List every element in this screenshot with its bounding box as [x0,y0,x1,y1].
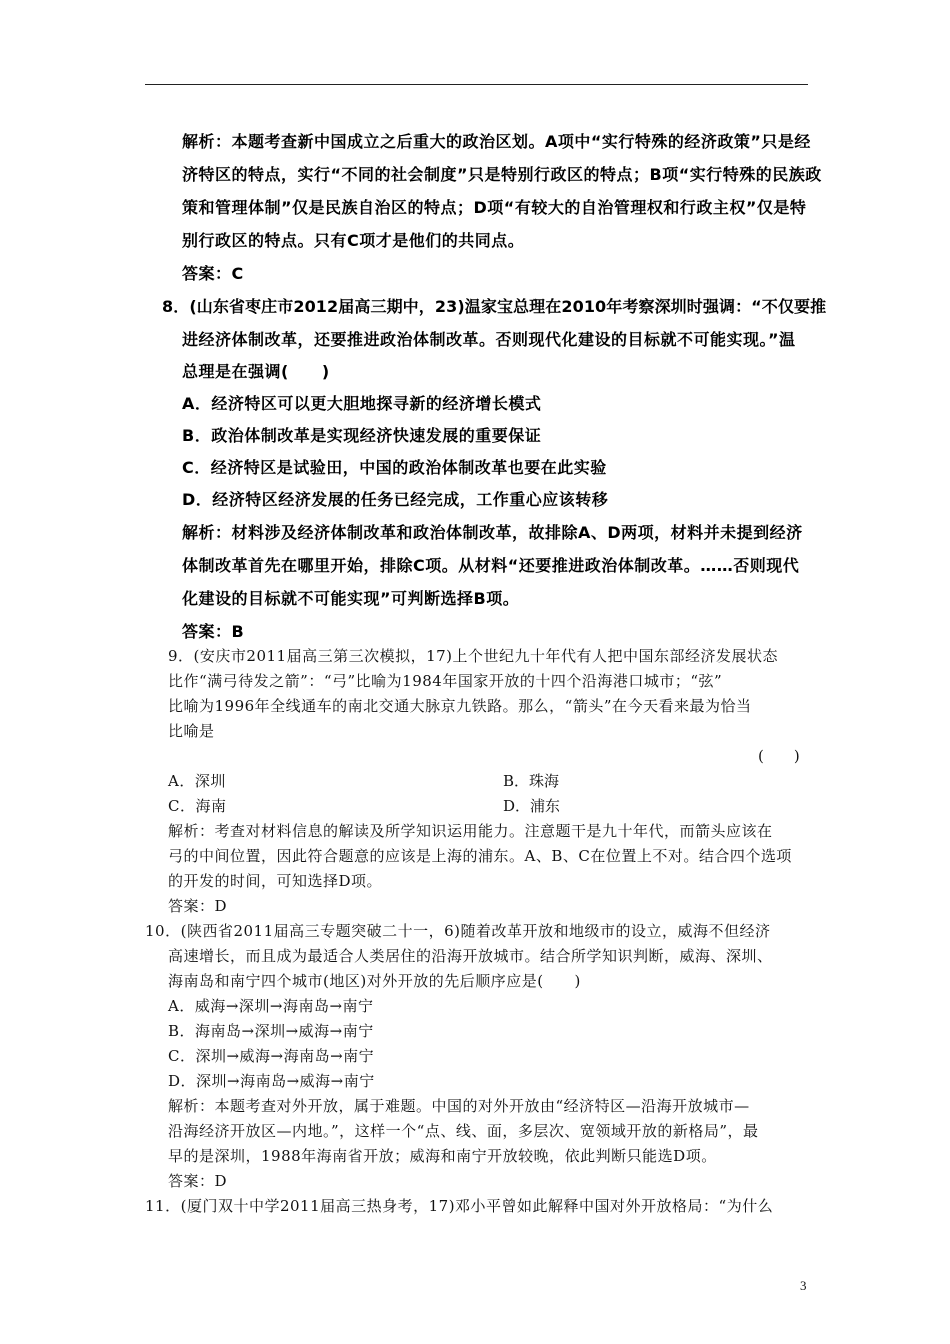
q9-analysis-line-1: 解析：考查对材料信息的解读及所学知识运用能力。注意题干是九十年代，而箭头应该在 [168,822,773,840]
q8-analysis-line-1: 解析：材料涉及经济体制改革和政治体制改革，故排除A、D两项，材料并未提到经济 [182,523,803,542]
q9-option-a: A．深圳 [168,772,226,790]
q10-stem-line-3: 海南岛和南宁四个城市(地区)对外开放的先后顺序应是( ) [168,972,581,990]
q9-stem-line-1: 9．(安庆市2011届高三第三次模拟，17)上个世纪九十年代有人把中国东部经济发展状态 [168,647,779,665]
q8-option-b: B．政治体制改革是实现经济快速发展的重要保证 [182,426,542,445]
q10-analysis-line-3: 早的是深圳，1988年海南省开放；威海和南宁开放较晚，依此判断只能选D项。 [168,1147,717,1165]
q10-answer: 答案：D [168,1172,228,1190]
q7-analysis-line-1: 解析：本题考查新中国成立之后重大的政治区划。A项中“实行特殊的经济政策”只是经 [182,132,811,151]
page-number: 3 [800,1278,807,1293]
q9-stem-line-4: 比喻是 [168,722,215,740]
q9-answer: 答案：D [168,897,228,915]
q9-analysis-line-3: 的开发的时间，可知选择D项。 [168,872,383,890]
q10-analysis-line-2: 沿海经济开放区—内地。”，这样一个“点、线、面，多层次、宽领域开放的新格局”，最 [168,1122,759,1140]
q8-option-d: D．经济特区经济发展的任务已经完成，工作重心应该转移 [182,490,609,509]
q8-stem-line-3: 总理是在强调( ) [182,362,330,381]
q8-option-a: A．经济特区可以更大胆地探寻新的经济增长模式 [182,394,542,413]
q8-analysis-line-2: 体制改革首先在哪里开始，排除C项。从材料“还要推进政治体制改革。……否则现代 [182,556,800,575]
q7-analysis-line-3: 策和管理体制”仅是民族自治区的特点；D项“有较大的自治管理权和行政主权”仅是特 [182,198,807,217]
q8-option-c: C．经济特区是试验田，中国的政治体制改革也要在此实验 [182,458,607,477]
q8-answer: 答案：B [182,622,245,641]
q7-analysis-line-2: 济特区的特点，实行“不同的社会制度”只是特别行政区的特点；B项“实行特殊的民族政 [182,165,822,184]
q9-option-b: B．珠海 [503,772,560,790]
q9-stem-line-3: 比喻为1996年全线通车的南北交通大脉京九铁路。那么，“箭头”在今天看来最为恰当 [168,697,752,715]
header-rule [145,84,808,85]
q10-option-d: D．深圳→海南岛→威海→南宁 [168,1072,375,1090]
q8-stem-line-2: 进经济体制改革，还要推进政治体制改革。否则现代化建设的目标就不可能实现。”温 [182,330,796,349]
q10-stem-line-1: 10．(陕西省2011届高三专题突破二十一，6)随着改革开放和地级市的设立，威海不但经济 [145,922,771,940]
q7-answer: 答案：C [182,264,244,283]
q10-option-a: A．威海→深圳→海南岛→南宁 [168,997,374,1015]
q9-stem-line-2: 比作“满弓待发之箭”：“弓”比喻为1984年国家开放的十四个沿海港口城市；“弦” [168,672,723,690]
q7-analysis-line-4: 别行政区的特点。只有C项才是他们的共同点。 [182,231,525,250]
q9-option-d: D．浦东 [503,797,561,815]
q10-stem-line-2: 高速增长，而且成为最适合人类居住的沿海开放城市。结合所学知识判断，威海、深圳、 [168,947,773,965]
q10-option-c: C．深圳→威海→海南岛→南宁 [168,1047,375,1065]
q9-analysis-line-2: 弓的中间位置，因此符合题意的应该是上海的浦东。A、B、C在位置上不对。结合四个选项 [168,847,792,865]
q11-stem-line-1: 11．(厦门双十中学2011届高三热身考，17)邓小平曾如此解释中国对外开放格局：“为什么 [145,1197,774,1215]
q9-option-c: C．海南 [168,797,227,815]
q8-analysis-line-3: 化建设的目标就不可能实现”可判断选择B项。 [182,589,520,608]
q10-analysis-line-1: 解析：本题考查对外开放，属于难题。中国的对外开放由“经济特区—沿海开放城市— [168,1097,750,1115]
q8-stem-line-1: 8．(山东省枣庄市2012届高三期中，23)温家宝总理在2010年考察深圳时强调：“不仅要推 [162,297,827,316]
q10-option-b: B．海南岛→深圳→威海→南宁 [168,1022,374,1040]
q9-answer-blank: ( ) [758,747,800,765]
